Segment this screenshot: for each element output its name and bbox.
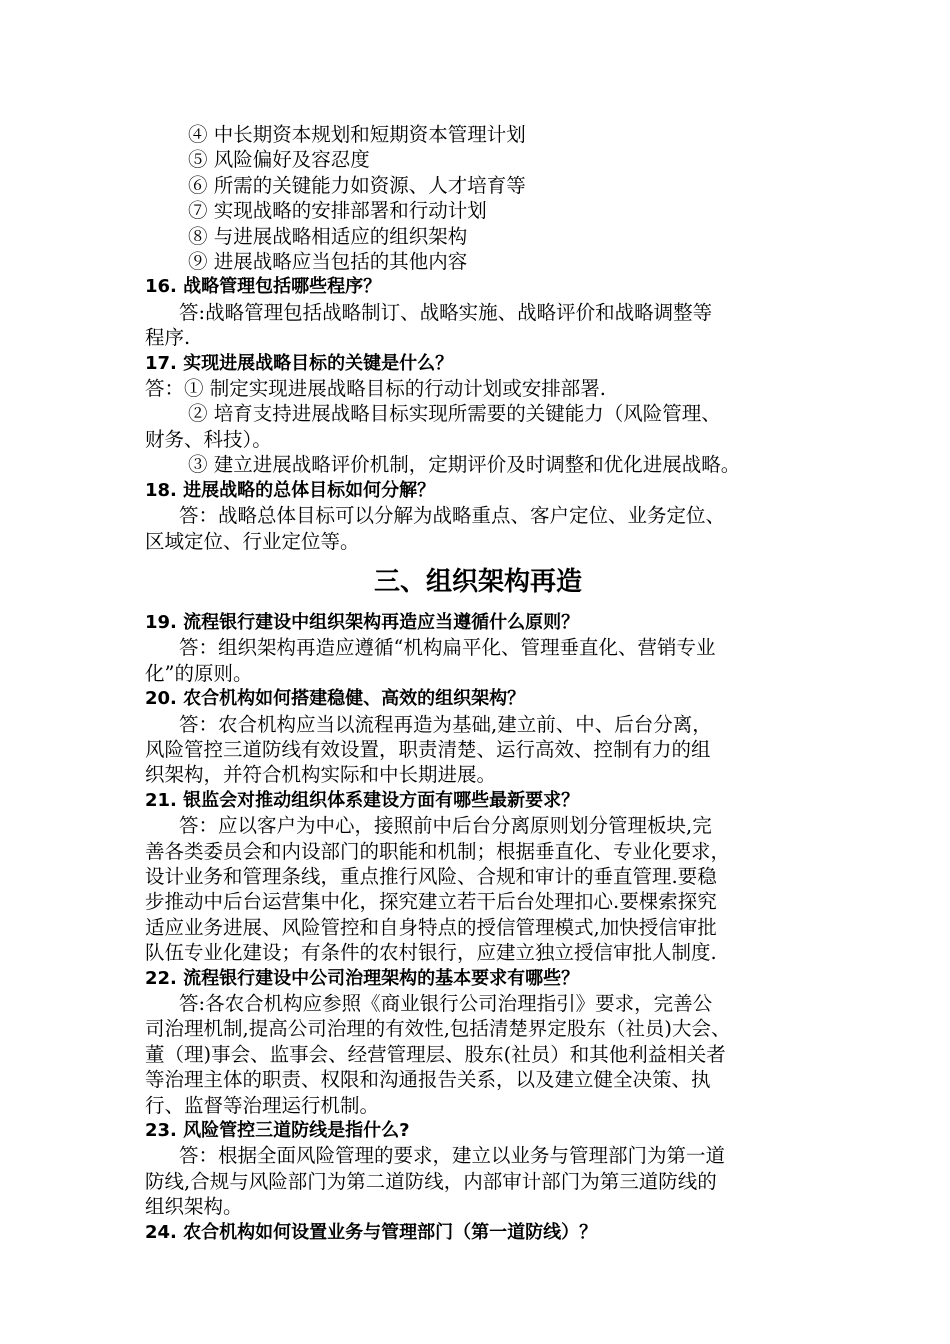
answer-23-line: 防线,合规与风险部门为第二道防线，内部审计部门为第三道防线的 xyxy=(145,1169,717,1193)
answer-17-item-2: ② 培育支持进展战略目标实现所需要的关键能力（风险管理、 xyxy=(188,402,721,426)
question-17: 17. 实现进展战略目标的关键是什么？ xyxy=(145,352,454,374)
answer-16-line: 程序. xyxy=(145,326,191,350)
question-22: 22. 流程银行建设中公司治理架构的基本要求有哪些？ xyxy=(145,967,580,989)
answer-22-line: 董（理)事会、监事会、经营管理层、股东(社员）和其他利益相关者 xyxy=(145,1042,726,1066)
question-16: 16. 战略管理包括哪些程序？ xyxy=(145,276,382,298)
answer-23-line: 答：根据全面风险管理的要求，建立以业务与管理部门为第一道 xyxy=(179,1144,726,1168)
answer-21-line: 善各类委员会和内设部门的职能和机制；根据垂直化、专业化要求， xyxy=(145,839,731,863)
answer-21-line: 设计业务和管理条线，重点推行风险、合规和审计的垂直管理.要稳 xyxy=(145,864,717,888)
answer-22-line: 答:各农合机构应参照《商业银行公司治理指引》要求，完善公 xyxy=(179,992,713,1015)
answer-17-item-3: ③ 建立进展战略评价机制，定期评价及时调整和优化进展战略。 xyxy=(188,453,741,477)
list-items xyxy=(145,122,811,274)
list-item: ⑦ 实现战略的安排部署和行动计划 xyxy=(188,199,487,223)
question-24: 24. 农合机构如何设置业务与管理部门（第一道防线）？ xyxy=(145,1221,598,1243)
question-20: 20. 农合机构如何搭建稳健、高效的组织架构？ xyxy=(145,688,526,710)
answer-22-line: 等治理主体的职责、权限和沟通报告关系，以及建立健全决策、执 xyxy=(145,1068,711,1092)
question-21: 21. 银监会对推动组织体系建设方面有哪些最新要求？ xyxy=(145,789,580,811)
answer-22-line: 司治理机制,提高公司治理的有效性,包括清楚界定股东（社员)大会、 xyxy=(145,1017,731,1041)
answer-19-line: 答：组织架构再造应遵循“机构扁平化、管理垂直化、营销专业 xyxy=(179,636,716,660)
answer-21-line: 适应业务进展、风险管控和自身特点的授信管理模式,加快授信审批 xyxy=(145,915,717,939)
answer-21-line: 队伍专业化建设；有条件的农村银行，应建立独立授信审批人制度. xyxy=(145,941,717,965)
document-page xyxy=(145,122,811,1245)
list-item: ⑨ 进展战略应当包括的其他内容 xyxy=(188,250,468,274)
answer-20-line: 答：农合机构应当以流程再造为基础,建立前、中、后台分离， xyxy=(179,712,712,736)
answer-16-line: 答:战略管理包括战略制订、战略实施、战略评价和战略调整等 xyxy=(179,300,713,324)
answer-20-line: 织架构，并符合机构实际和中长期进展。 xyxy=(145,763,497,787)
question-18: 18. 进展战略的总体目标如何分解？ xyxy=(145,479,436,501)
answer-17-item-1: 答：① 制定实现进展战略目标的行动计划或安排部署. xyxy=(145,377,606,401)
answer-17-item-2-cont: 财务、科技）。 xyxy=(145,427,272,451)
list-item: ⑤ 风险偏好及容忍度 xyxy=(188,148,370,172)
answer-18-line: 区域定位、行业定位等。 xyxy=(145,529,360,553)
answer-23-line: 组织架构。 xyxy=(145,1195,243,1219)
answer-21-line: 答：应以客户为中心，接照前中后台分离原则划分管理板块,完 xyxy=(179,814,712,838)
section-title: 三、组织架构再造 xyxy=(373,566,582,597)
question-19: 19. 流程银行建设中组织架构再造应当遵循什么原则？ xyxy=(145,611,580,633)
answer-22-line: 行、监督等治理运行机制。 xyxy=(145,1093,380,1117)
list-item: ⑥ 所需的关键能力如资源、人才培育等 xyxy=(188,173,526,197)
answer-21-line: 步推动中后台运营集中化，探究建立若干后台处理扣心.要棵索探究 xyxy=(145,890,717,914)
list-item: ④ 中长期资本规划和短期资本管理计划 xyxy=(188,123,526,146)
answer-18-line: 答：战略总体目标可以分解为战略重点、客户定位、业务定位、 xyxy=(179,504,726,528)
list-item: ⑧ 与进展战略相适应的组织架构 xyxy=(188,224,468,248)
question-23: 23. 风险管控三道防线是指什么? xyxy=(145,1120,410,1142)
answer-19-line: 化”的原则。 xyxy=(145,661,253,685)
answer-20-line: 风险管控三道防线有效设置，职责清楚、运行高效、控制有力的组 xyxy=(145,737,711,761)
